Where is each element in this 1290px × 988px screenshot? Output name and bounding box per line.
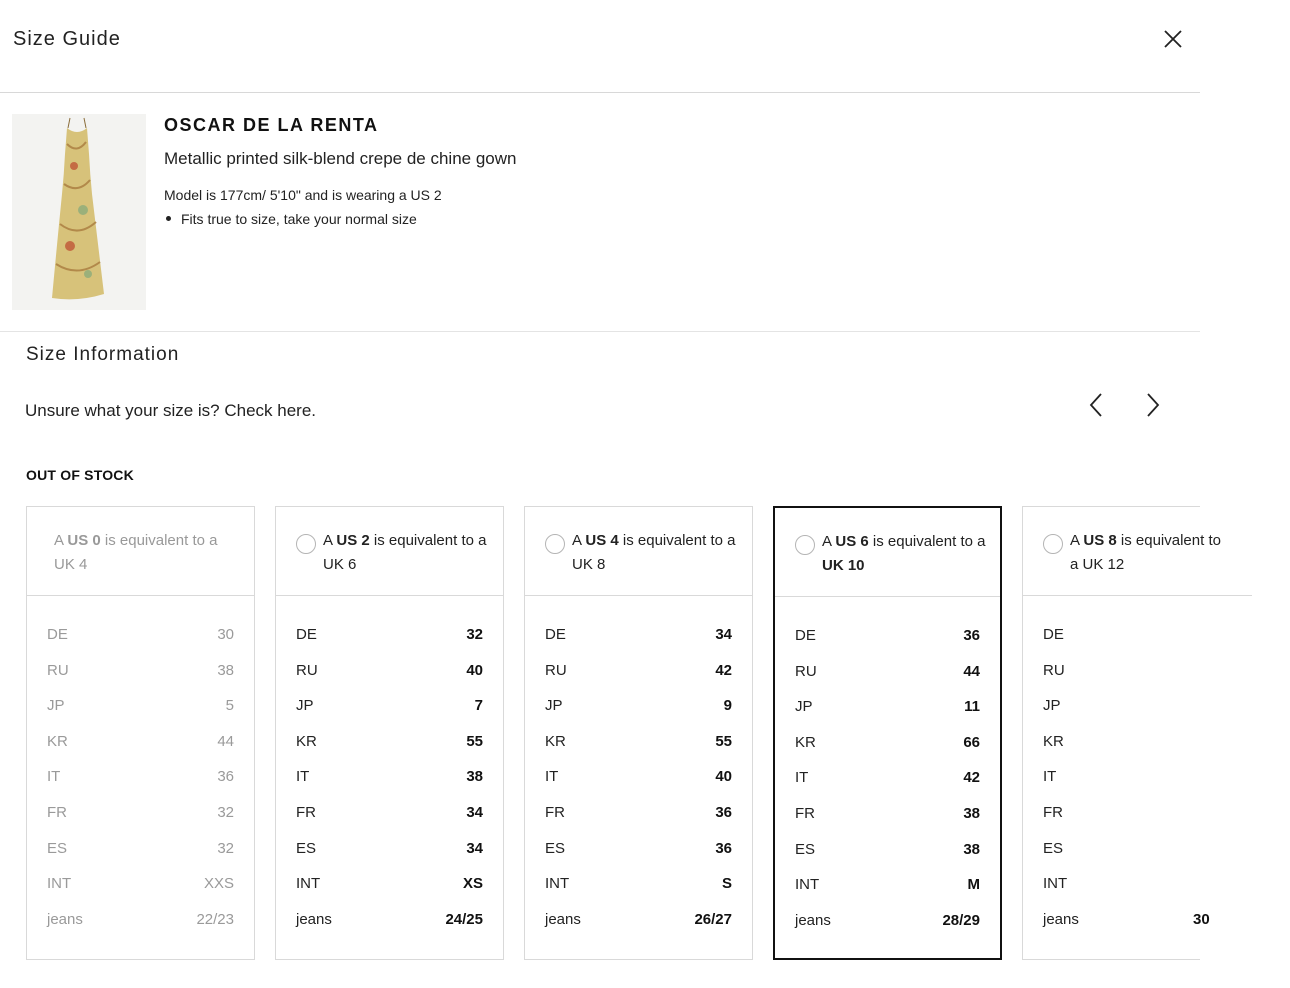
size-row-es: ES 36 [545,839,732,857]
size-card-us0 [26,506,255,960]
chevron-left-icon[interactable] [1083,390,1111,420]
size-row-ru: RU 38 [47,661,234,679]
size-row-de: DE [1043,626,1064,643]
size-conversion-list [27,618,254,938]
size-radio[interactable] [1043,534,1063,554]
size-card-us4[interactable] [524,506,753,960]
chevron-right-icon[interactable] [1139,390,1167,420]
size-radio[interactable] [296,534,316,554]
size-row-jp: JP 7 [296,697,483,715]
fit-note-text: Fits true to size, take your normal size [181,211,417,227]
size-card-header [276,507,503,596]
size-row-int: INT M [795,876,980,894]
size-row-fr: FR 34 [296,803,483,821]
size-row-kr: KR 66 [795,733,980,751]
size-row-jeans: jeans 22/23 [47,910,234,928]
size-card-header [775,508,1000,597]
size-card-header [525,507,752,596]
size-row-jp: JP 9 [545,697,732,715]
fit-note [166,211,417,227]
size-row-int: INT S [545,875,732,893]
size-row-ru: RU 40 [296,661,483,679]
size-row-jp: JP 11 [795,698,980,716]
size-row-fr: FR 36 [545,803,732,821]
size-row-it: IT [1043,768,1057,786]
size-row-es: ES 38 [795,840,980,858]
size-row-kr: KR [1043,732,1064,750]
size-radio[interactable] [545,534,565,554]
close-icon[interactable] [1158,24,1188,54]
size-row-es: ES 34 [296,839,483,857]
size-row-int: INT [1043,875,1068,893]
size-row-jeans: jeans 24/25 [296,910,483,928]
size-conversion-list [525,618,752,938]
size-row-de: DE 30 [47,626,234,643]
size-card-header [27,507,254,596]
size-row-es: ES [1043,839,1064,857]
size-equivalence: A US 4 is equivalent to a UK 8 [572,532,736,573]
size-row-jeans: jeans 26/27 [545,910,732,928]
size-radio[interactable] [795,535,815,555]
page-title: Size Guide [13,28,121,50]
size-row-kr: KR 55 [545,732,732,750]
model-info: Model is 177cm/ 5'10" and is wearing a US 2 [164,187,442,203]
size-card-header [1023,507,1252,596]
size-row-jp: JP [1043,697,1061,715]
product-summary [0,94,1200,332]
size-guide-header [0,0,1200,93]
size-row-ru: RU 44 [795,662,980,680]
size-row-it: IT 42 [795,769,980,787]
size-row-ru: RU [1043,661,1065,679]
size-information-heading: Size Information [26,344,180,365]
size-row-it: IT 36 [47,768,234,786]
size-row-es: ES 32 [47,839,234,857]
size-row-de: DE 34 [545,626,732,643]
size-card-us6[interactable] [773,506,1002,960]
size-conversion-list [276,618,503,938]
brand-name: OSCAR DE LA RENTA [164,115,379,135]
size-row-ru: RU 42 [545,661,732,679]
size-card-us8[interactable] [1022,506,1221,960]
product-image [12,114,146,310]
size-row-jeans: jeans 30 [1043,910,1210,928]
size-help-link[interactable]: Unsure what your size is? Check here. [25,401,317,420]
size-row-jeans: jeans 28/29 [795,911,980,929]
size-equivalence: A US 6 is equivalent to a UK 10 [822,533,986,574]
size-conversion-list [1023,618,1252,938]
out-of-stock-label: OUT OF STOCK [26,467,134,483]
size-row-int: INT XS [296,875,483,893]
size-row-de: DE 36 [795,627,980,644]
size-card-us2[interactable] [275,506,504,960]
size-row-kr: KR 55 [296,732,483,750]
size-row-fr: FR 32 [47,803,234,821]
size-equivalence: A US 8 is equivalent to a UK 12 [1070,532,1221,573]
size-conversion-list [775,619,1000,939]
size-row-fr: FR [1043,803,1063,821]
size-row-fr: FR 38 [795,804,980,822]
size-row-it: IT 40 [545,768,732,786]
size-row-de: DE 32 [296,626,483,643]
size-row-jp: JP 5 [47,697,234,715]
size-equivalence: A US 0 is equivalent to a UK 4 [54,532,218,573]
size-row-it: IT 38 [296,768,483,786]
size-equivalence: A US 2 is equivalent to a UK 6 [323,532,487,573]
product-name: Metallic printed silk-blend crepe de chine gown [164,149,517,168]
size-row-int: INT XXS [47,875,234,893]
bullet-icon [166,216,171,221]
size-row-kr: KR 44 [47,732,234,750]
